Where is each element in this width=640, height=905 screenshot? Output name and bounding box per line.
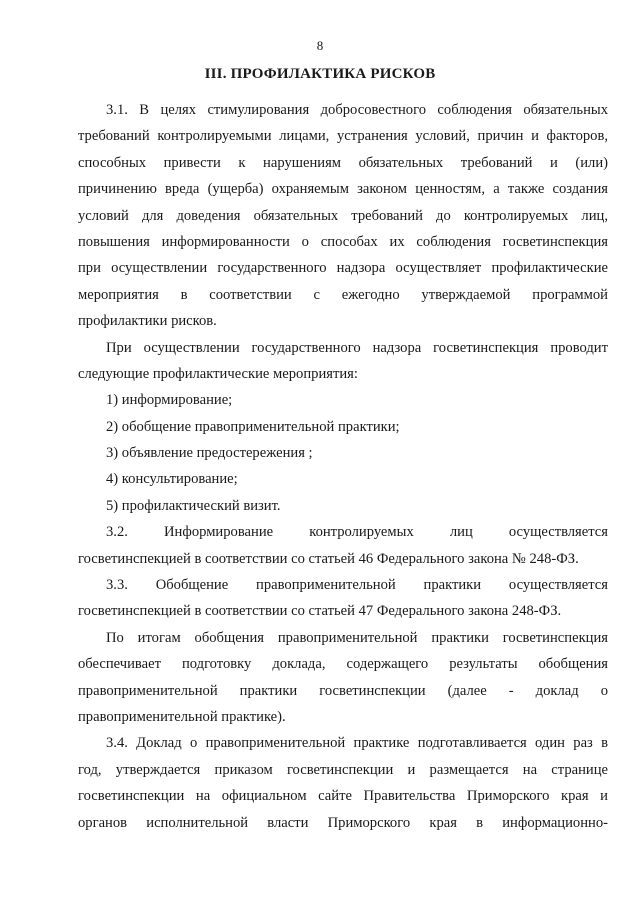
document-line: 4) консультирование; — [106, 471, 238, 488]
document-line: 2) обобщение правоприменительной практики; — [106, 418, 400, 435]
document-line: обеспечивает подготовку доклада, содержащего результаты обобщения — [78, 656, 608, 673]
document-line: 5) профилактический визит. — [106, 497, 281, 514]
document-line: По итогам обобщения правоприменительной практики госветинспекция — [106, 629, 608, 646]
document-line: профилактики рисков. — [78, 313, 217, 330]
document-line: 3.4. Доклад о правоприменительной практике подготавливается один раз в — [106, 735, 608, 752]
document-line: повышения информированности о способах их соблюдения госветинспекция — [78, 233, 608, 250]
document-line: 1) информирование; — [106, 392, 233, 409]
document-line: способных привести к нарушениям обязательных требований и (или) — [78, 154, 608, 171]
document-line: органов исполнительной власти Приморского края в информационно- — [78, 814, 608, 831]
document-line: 3.3. Обобщение правоприменительной практики осуществляется — [106, 577, 608, 594]
page-number: 8 — [316, 38, 324, 53]
document-line: следующие профилактические мероприятия: — [78, 365, 358, 382]
document-line: условий для доведения обязательных требований до контролируемых лиц, — [78, 207, 608, 224]
document-line: 3.2. Информирование контролируемых лиц осуществляется — [106, 524, 608, 541]
document-line: правоприменительной практике). — [78, 708, 286, 725]
document-line: При осуществлении государственного надзора госветинспекция проводит — [106, 339, 608, 356]
document-line: правоприменительной практики госветинспекции (далее - доклад о — [78, 682, 608, 699]
document-body — [78, 97, 608, 836]
document-line: госветинспекцией в соответствии со статьей 46 Федерального закона № 248-ФЗ. — [78, 550, 579, 567]
document-line: мероприятия в соответствии с ежегодно утверждаемой программой — [78, 286, 608, 303]
document-line: требований контролируемыми лицами, устранения условий, причин и факторов, — [78, 128, 608, 145]
document-line: при осуществлении государственного надзора осуществляет профилактические — [78, 260, 608, 277]
section-title: III. ПРОФИЛАКТИКА РИСКОВ — [204, 66, 436, 82]
document-line: 3.1. В целях стимулирования добросовестного соблюдения обязательных — [106, 102, 608, 118]
document-line: госветинспекции на официальном сайте Правительства Приморского края и — [78, 788, 608, 805]
document-line: год, утверждается приказом госветинспекции и размещается на странице — [78, 761, 608, 778]
document-line: госветинспекцией в соответствии со статьей 47 Федерального закона 248-ФЗ. — [78, 603, 562, 620]
document-line: причинению вреда (ущерба) охраняемым законом ценностям, а также создания — [78, 181, 608, 198]
document-line: 3) объявление предостережения ; — [106, 445, 313, 462]
